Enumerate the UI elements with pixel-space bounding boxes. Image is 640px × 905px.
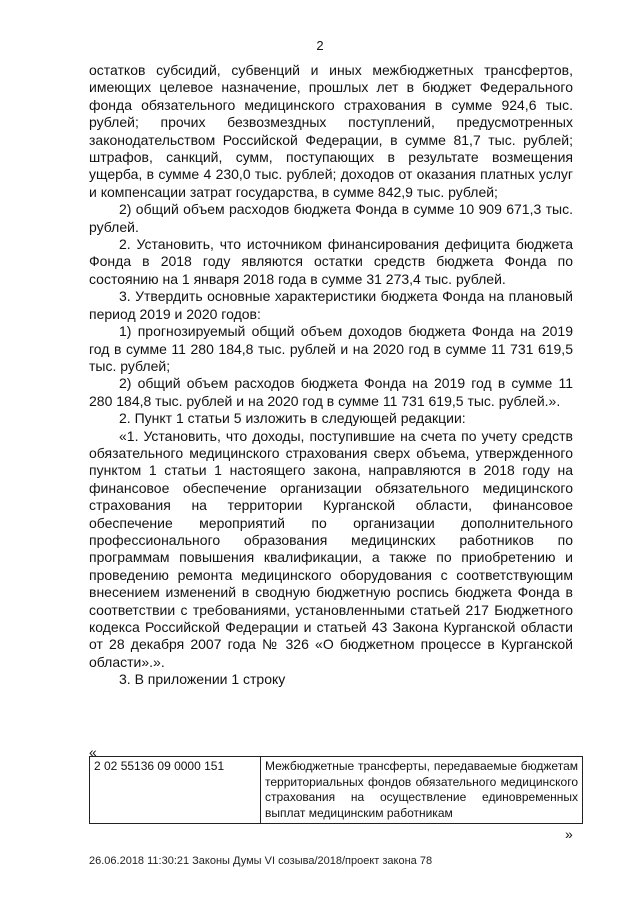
paragraph-planned-expenses: 2) общий объем расходов бюджета Фонда на 2019 год в сумме 11 280 184,8 тыс. рублей и на 2020 год в сумме 11 731 619,5 тыс. рублей.».	[89, 375, 573, 409]
description-cell: Межбюджетные трансферты, передаваемые бюджетам территориальных фондов обязательного медицинского страхования на осуществление единовременных выплат медицинским работникам	[261, 757, 583, 824]
paragraph-article-5-amendment: 2. Пункт 1 статьи 5 изложить в следующей редакции:	[119, 410, 466, 427]
document-body	[89, 62, 573, 689]
paragraph-expenses-2018: 2) общий объем расходов бюджета Фонда в сумме 10 909 671,3 тыс. рублей.	[89, 201, 573, 235]
appendix-row-table	[89, 756, 583, 824]
budget-code-cell: 2 02 55136 09 0000 151	[90, 757, 261, 824]
paragraph-article-5-text: «1. Установить, что доходы, поступившие на счета по учету средств обязательного медицинского страхования сверх объема, утвержденного пунктом 1 статьи 1 настоящего закона, направляются в 2018 году на финансовое обеспечение организации обязательного медицинского страхования на территории Курганской области, финансовое обеспечение мероприятий по организации дополнительного профессионального образования медицинских работников по программам повышения квалификации, а также по приобретению и проведению ремонта медицинского оборудования с соответствующим внесением изменений в сводную бюджетную роспись бюджета Фонда в соответствии с требованиями, установленными статьей 217 Бюджетного кодекса Российской Федерации и статьей 43 Закона Курганской области от 28 декабря 2007 года № 326 «О бюджетном процессе в Курганской области».».	[89, 427, 573, 670]
closing-quote: »	[565, 826, 573, 842]
paragraph-planned-period: 3. Утвердить основные характеристики бюджета Фонда на плановый период 2019 и 2020 годов:	[89, 288, 573, 322]
opening-quote: «	[89, 744, 97, 760]
paragraph-appendix-1: 3. В приложении 1 строку	[119, 671, 286, 688]
page-number: 2	[316, 38, 324, 53]
paragraph-projected-income: 1) прогнозируемый общий объем доходов бюджета Фонда на 2019 год в сумме 11 280 184,8 тыс. рублей и на 2020 год в сумме 11 731 619,5 тыс. рублей;	[89, 323, 573, 374]
paragraph-income-remainders: остатков субсидий, субвенций и иных межбюджетных трансфертов, имеющих целевое назначение, прошлых лет в бюджет Федерального фонда обязательного медицинского страхования в сумме 924,6 тыс. рублей; прочих безвозмездных поступлений, предусмотренных законодательством Российской Федерации, в сумме 81,7 тыс. рублей; штрафов, санкций, сумм, поступающих в результате возмещения ущерба, в сумме 4 230,0 тыс. рублей; доходов от оказания платных услуг и компенсации затрат государства, в сумме 842,9 тыс. рублей;	[89, 62, 573, 200]
table-row	[90, 757, 583, 824]
paragraph-deficit-source: 2. Установить, что источником финансирования дефицита бюджета Фонда в 2018 году являются остатки средств бюджета Фонда по состоянию на 1 января 2018 года в сумме 31 273,4 тыс. рублей.	[89, 236, 573, 287]
document-footer: 26.06.2018 11:30:21 Законы Думы VI созыва/2018/проект закона 78	[89, 855, 433, 867]
